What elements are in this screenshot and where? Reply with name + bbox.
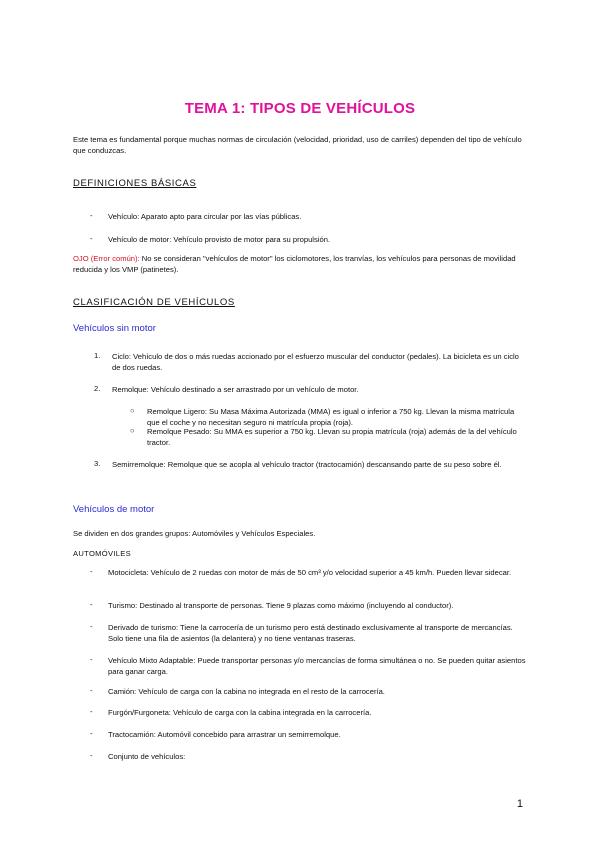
con-motor-heading: Vehículos de motor: [73, 504, 155, 515]
automovil-item: Vehículo Mixto Adaptable: Puede transportar personas y/o mercancías de forma simultánea o no. Se pueden quitar asientos para ganar carga.: [108, 656, 526, 676]
con-motor-intro: Se dividen en dos grandes grupos: Automóviles y Vehículos Especiales.: [73, 529, 316, 538]
automovil-item: Derivado de turismo: Tiene la carrocería de un turismo pero está destinado exclusivamente al transporte de mercancías. Solo tiene una fila de asientos (la delantera) y no tiene ventanas traseras.: [108, 623, 513, 643]
sin-motor-item: Ciclo: Vehículo de dos o más ruedas accionado por el esfuerzo muscular del conductor (pedales). La bicicleta es un ciclo de dos ruedas.: [112, 352, 519, 372]
automovil-item: Turismo: Destinado al transporte de personas. Tiene 9 plazas como máximo (incluyendo al conductor).: [108, 601, 454, 610]
automovil-item: Conjunto de vehículos:: [108, 752, 186, 761]
sin-motor-item: Remolque: Vehículo destinado a ser arrastrado por un vehículo de motor.: [112, 385, 359, 394]
list-number: 3.: [94, 459, 101, 468]
circle-marker: ○: [130, 426, 135, 435]
ojo-note: [73, 253, 533, 275]
page-number: 1: [516, 798, 523, 810]
list-number: 1.: [94, 351, 101, 360]
remolque-subitem: Remolque Pesado: Su MMA es superior a 750 kg. Llevan su propia matrícula (roja) además de la del vehículo tractor.: [147, 427, 517, 447]
automovil-item: Camión: Vehículo de carga con la cabina no integrada en el resto de la carrocería.: [108, 687, 385, 696]
bullet-marker: -: [90, 567, 93, 576]
circle-marker: ○: [130, 406, 135, 415]
bullet-marker: -: [90, 729, 93, 738]
remolque-subitem: Remolque Ligero: Su Masa Máxima Autorizada (MMA) es igual o inferior a 750 kg. Llevan la misma matrícula que el coche y no necesitan seguro ni matrícula propia (roja).: [147, 407, 515, 427]
bullet-marker: -: [90, 622, 93, 631]
sin-motor-item: Semirremolque: Remolque que se acopla al vehículo tractor (tractocamión) descansando parte de su peso sobre él.: [112, 460, 502, 469]
intro-paragraph: Este tema es fundamental porque muchas normas de circulación (velocidad, prioridad, uso de carriles) dependen del tipo de vehículo que conduzcas.: [73, 135, 522, 155]
automovil-item: Motocicleta: Vehículo de 2 ruedas con motor de más de 50 cm³ y/o velocidad superior a 45 km/h. Pueden llevar sidecar.: [108, 568, 512, 577]
clasificacion-heading: CLASIFICACIÓN DE VEHÍCULOS: [73, 297, 235, 308]
bullet-marker: -: [90, 211, 93, 220]
bullet-marker: -: [90, 234, 93, 243]
automoviles-heading: AUTOMÓVILES: [73, 549, 132, 558]
sin-motor-heading: Vehículos sin motor: [73, 323, 156, 334]
page-title: TEMA 1: TIPOS DE VEHÍCULOS: [184, 100, 416, 117]
automovil-item: Tractocamión: Automóvil concebido para arrastrar un semirremolque.: [108, 730, 341, 739]
bullet-marker: -: [90, 751, 93, 760]
definicion-item: Vehículo de motor: Vehículo provisto de motor para su propulsión.: [108, 235, 331, 244]
bullet-marker: -: [90, 655, 93, 664]
list-number: 2.: [94, 384, 101, 393]
bullet-marker: -: [90, 600, 93, 609]
ojo-label: OJO (Error común):: [73, 254, 140, 263]
definicion-item: Vehículo: Aparato apto para circular por las vías públicas.: [108, 212, 302, 221]
definiciones-heading: DEFINICIONES BÁSICAS: [73, 178, 197, 189]
bullet-marker: -: [90, 686, 93, 695]
bullet-marker: -: [90, 707, 93, 716]
automovil-item: Furgón/Furgoneta: Vehículo de carga con la cabina integrada en la carrocería.: [108, 708, 372, 717]
ojo-text: No se consideran "vehículos de motor" los ciclomotores, los tranvías, los vehículos para personas de movilidad reducida y los VMP (patinetes).: [73, 254, 516, 274]
